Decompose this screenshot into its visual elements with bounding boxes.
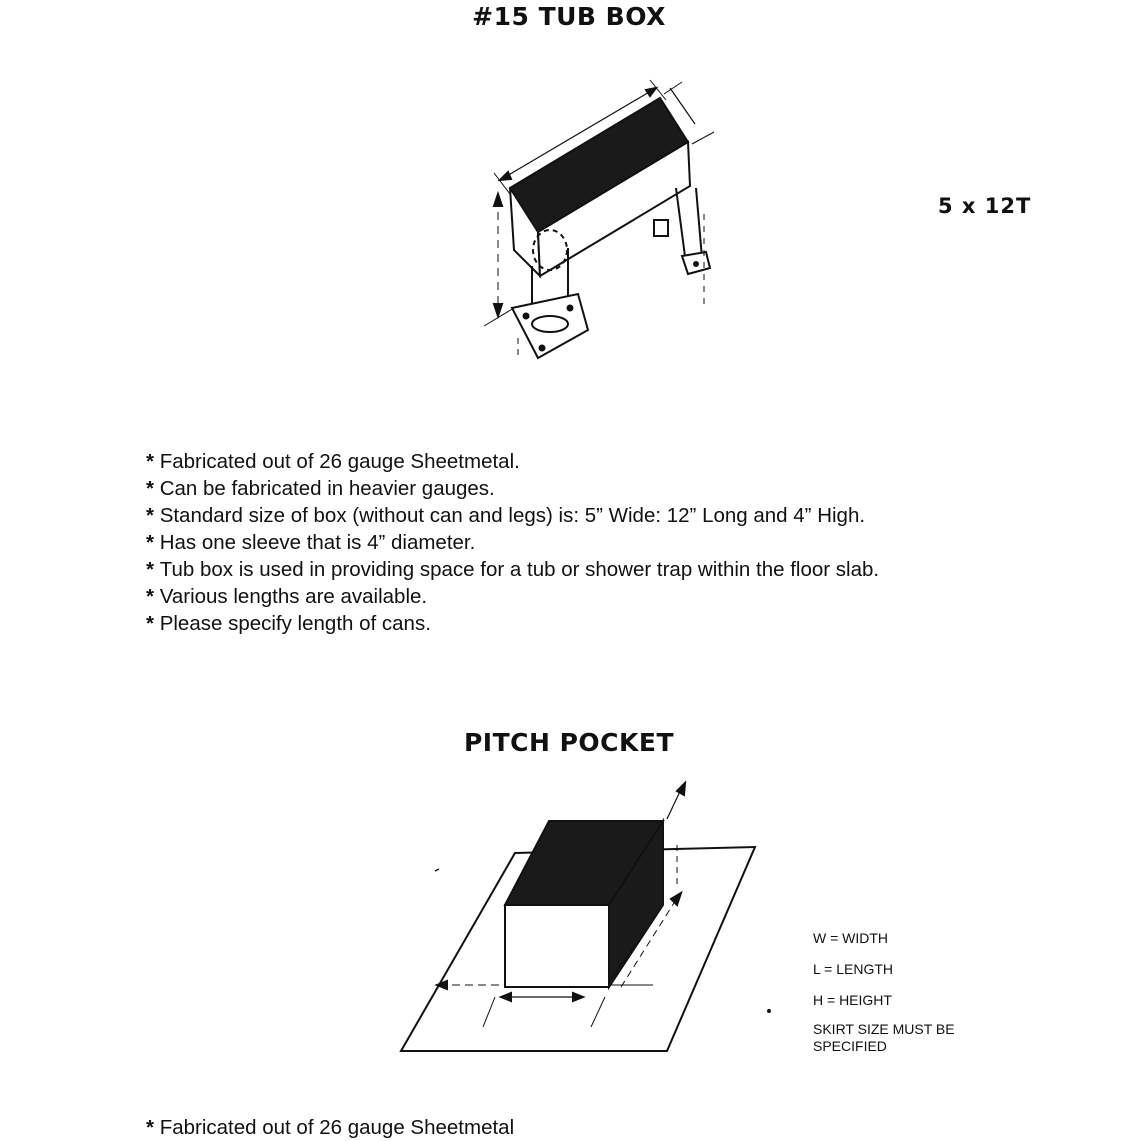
spec-item: * Various lengths are available.	[146, 583, 879, 610]
spec-item: * Can be fabricated in heavier gauges.	[146, 475, 879, 502]
tub-box-model-code: 5 x 12T	[938, 194, 1032, 218]
spec-item: * Tub box is used in providing space for a tub or shower trap within the floor slab.	[146, 556, 879, 583]
spec-item: * Please specify length of cans.	[146, 610, 879, 637]
tub-box-spec-list	[146, 448, 879, 637]
spec-item: * Fabricated out of 26 gauge Sheetmetal	[146, 1114, 514, 1141]
pitch-pocket-title: PITCH POCKET	[463, 728, 675, 757]
pitch-pocket-spec-list	[146, 1114, 514, 1141]
spec-item: * Has one sleeve that is 4” diameter.	[146, 529, 879, 556]
dimension-legend	[813, 930, 963, 1069]
legend-width: W = WIDTH	[813, 930, 889, 946]
tub-box-title: #15 TUB BOX	[472, 2, 666, 31]
legend-length: L = LENGTH	[813, 961, 894, 977]
legend-height: H = HEIGHT	[813, 992, 892, 1008]
tub-box-illustration	[470, 68, 730, 368]
skirt-size-note: SKIRT SIZE MUST BE SPECIFIED	[813, 1021, 955, 1054]
pitch-pocket-illustration	[395, 775, 795, 1065]
spec-item: * Standard size of box (without can and legs) is: 5” Wide: 12” Long and 4” High.	[146, 502, 879, 529]
spec-item: * Fabricated out of 26 gauge Sheetmetal.	[146, 448, 879, 475]
